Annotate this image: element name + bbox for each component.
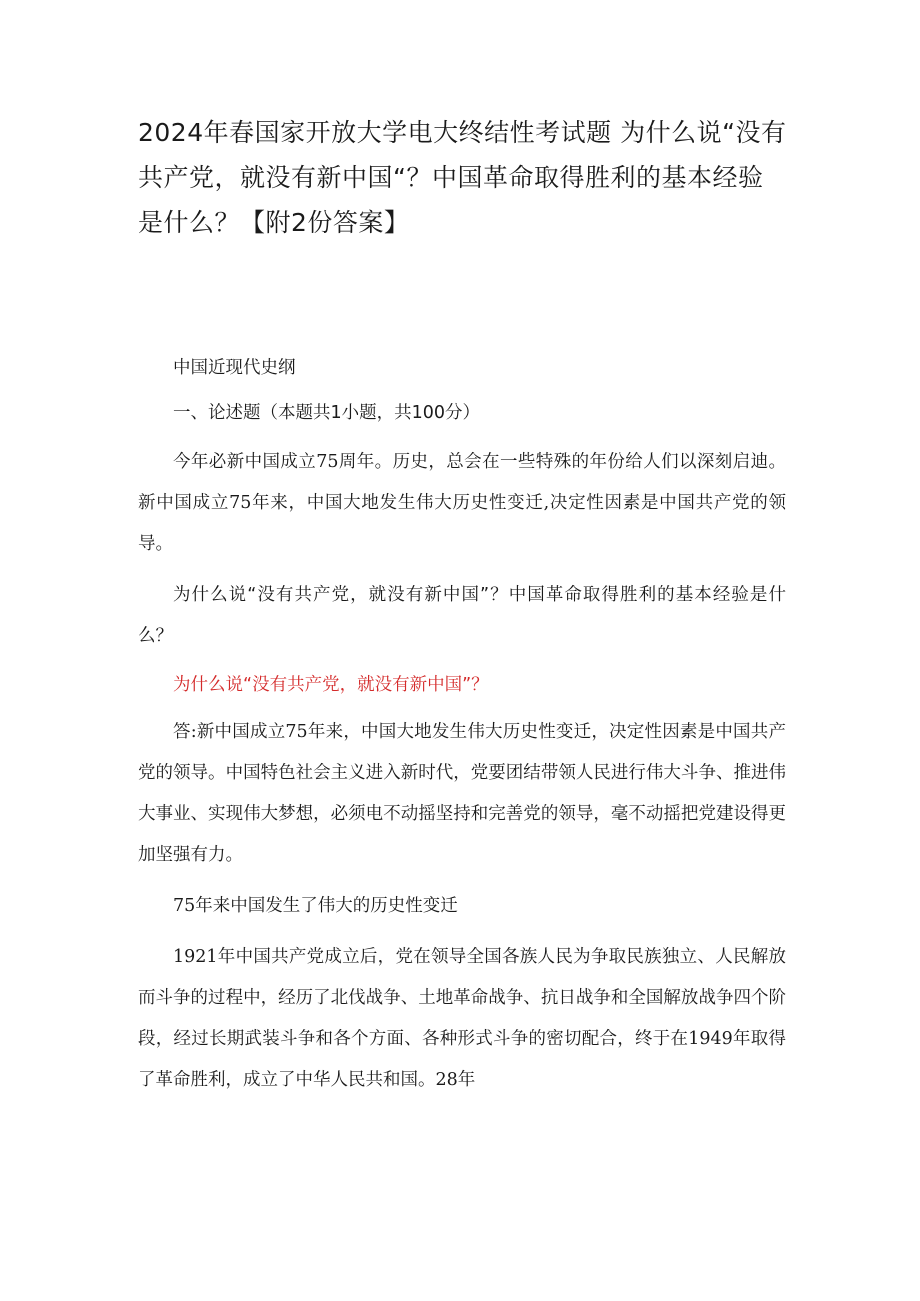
intro-paragraph: 今年必新中国成立75周年。历史，总会在一些特殊的年份给人们以深刻启迪。新中国成立75年来，中国大地发生伟大历史性变迁,决定性因素是中国共产党的领导。 bbox=[138, 452, 786, 554]
course-name: 中国近现代史纲 bbox=[173, 358, 296, 378]
answer-paragraph: 答:新中国成立75年来，中国大地发生伟大历史性变迁，决定性因素是中国共产党的领导。中国特色社会主义进入新时代，党要团结带领人民进行伟大斗争、推进伟大事业、实现伟大梦想，必须电不动摇坚持和完善党的领导，毫不动摇把党建设得更加坚强有力。 bbox=[138, 722, 786, 865]
document-body bbox=[138, 348, 786, 1101]
document-title: 2024年春国家开放大学电大终结性考试题 为什么说“没有共产党，就没有新中国“？中国革命取得胜利的基本经验是什么？【附2份答案】 bbox=[138, 118, 787, 237]
history-paragraph: 1921年中国共产党成立后，党在领导全国各族人民为争取民族独立、人民解放而斗争的过程中，经历了北伐战争、土地革命战争、抗日战争和全国解放战争四个阶段，经过长期武装斗争和各个方面、各种形式斗争的密切配合，终于在1949年取得了革命胜利，成立了中华人民共和国。28年 bbox=[138, 947, 786, 1090]
subheading: 75年来中国发生了伟大的历史性变迁 bbox=[173, 896, 458, 916]
section-heading: 一、论述题（本题共1小题，共100分） bbox=[173, 403, 481, 423]
question-text: 为什么说“没有共产党，就没有新中国”？中国革命取得胜利的基本经验是什么？ bbox=[138, 585, 786, 646]
sub-question-highlight: 为什么说“没有共产党，就没有新中国”？ bbox=[173, 675, 489, 695]
